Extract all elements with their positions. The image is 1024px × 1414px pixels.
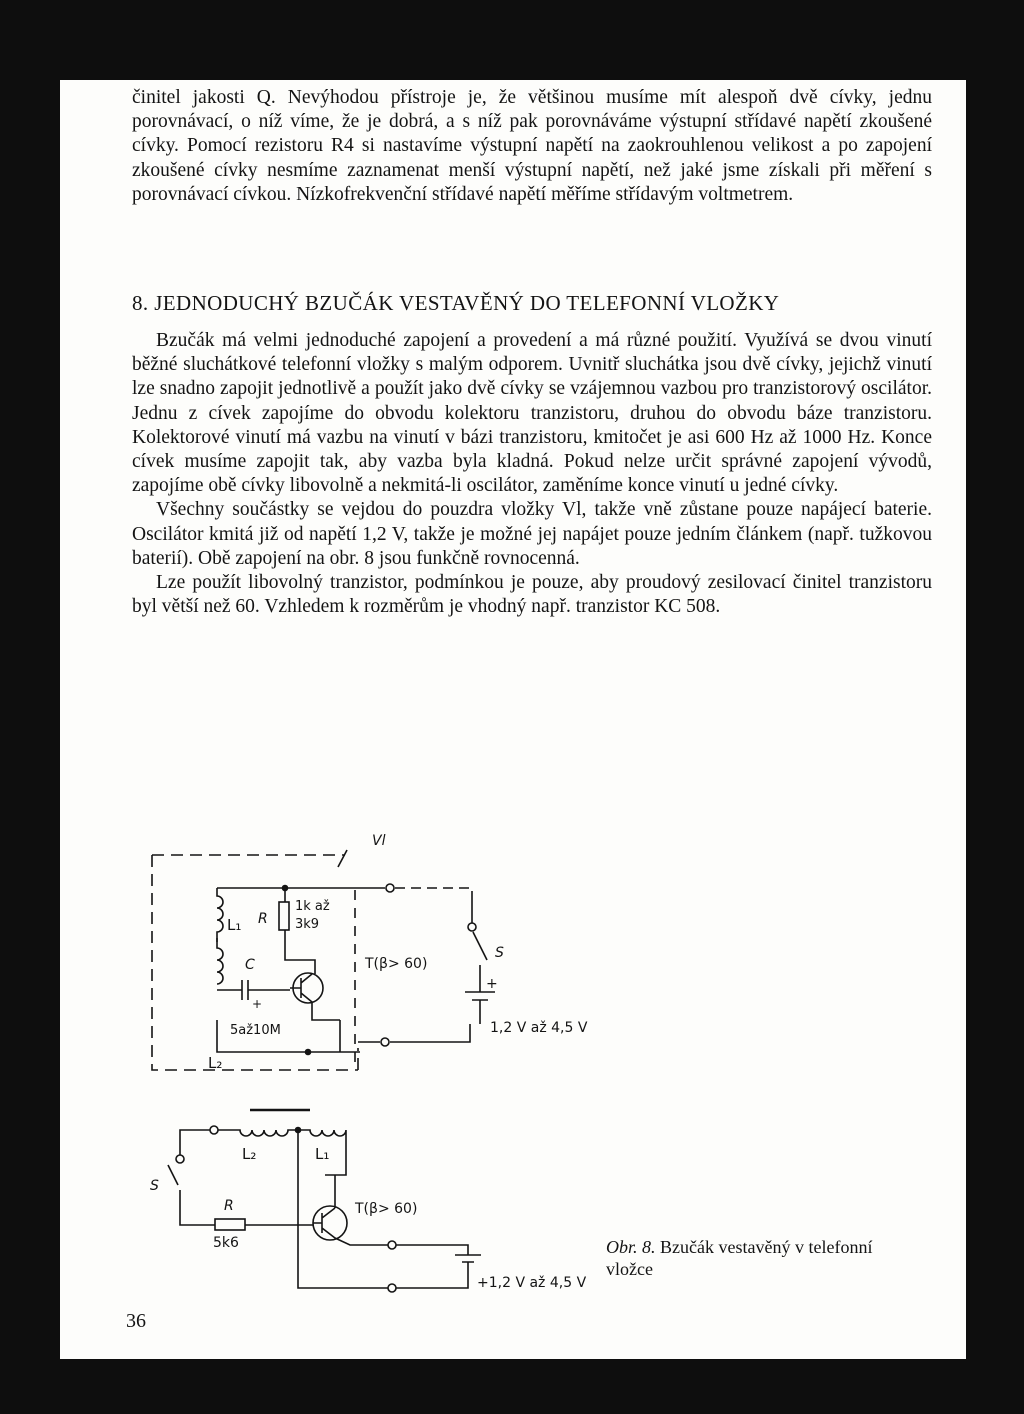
terminal	[381, 1038, 389, 1046]
terminal	[386, 884, 394, 892]
svg-text:+: +	[252, 997, 263, 1011]
label-l1: L₁	[227, 916, 242, 934]
switch-s	[168, 1165, 178, 1185]
resistor-r	[215, 1219, 245, 1230]
junction-dot	[306, 1050, 311, 1055]
intro-paragraph	[132, 86, 932, 207]
svg-text:+: +	[486, 976, 498, 992]
body-paragraph: Bzučák má velmi jednoduché zapojení a provedení a má různé použití. Využívá se dvou vinutí běžné sluchátkové telefonní vložky s malým odporem. Uvnitř sluchátka jsou dvě cívky, jejichž vinutí lze snadno zapojit jednotlivě a použít jako dvě cívky se vzájemnou vazbou pro tranzistorový oscilátor. Jednu z cívek zapojíme do obvodu kolektoru tranzistoru, druhou do obvodu báze tranzistoru. Kolektorové vinutí má vazbu na vinutí v bázi tranzistoru, kmitočet je asi 600 Hz až 1000 Hz. Konce cívek musíme zapojit tak, aby vazba byla kladná. Pokud nelze určit správné zapojení vývodů, zapojíme obě cívky libovolně a nekmitá-li oscilátor, zaměníme konce vinutí u jedné cívky.	[132, 330, 932, 497]
figure-caption	[606, 1236, 906, 1280]
switch-terminal	[468, 923, 476, 931]
label-l2: L₂	[242, 1145, 257, 1163]
scan-border-bottom	[0, 1359, 1024, 1414]
enclosure-arrow	[338, 850, 347, 867]
label-r: R	[224, 1198, 234, 1214]
scan-border-right	[966, 0, 1024, 1414]
label-r: R	[258, 911, 268, 927]
section-heading: 8. JEDNODUCHÝ BZUČÁK VESTAVĚNÝ DO TELEFONNÍ VLOŽKY	[132, 291, 780, 315]
label-voltage: +1,2 V až 4,5 V	[477, 1275, 587, 1291]
coil-l2	[218, 1130, 298, 1205]
page-number: 36	[126, 1310, 146, 1332]
terminal	[388, 1284, 396, 1292]
label-c-value: 5až10M	[230, 1023, 281, 1038]
label-voltage: 1,2 V až 4,5 V	[490, 1020, 588, 1036]
section-body	[132, 329, 932, 619]
circuit-diagram-bottom	[150, 1095, 630, 1315]
label-vl: Vl	[372, 833, 386, 849]
label-l1: L₁	[315, 1145, 330, 1163]
resistor-r	[279, 902, 289, 930]
label-r-value: 5k6	[213, 1235, 239, 1251]
terminal	[388, 1241, 396, 1249]
label-transistor: T(β> 60)	[365, 956, 428, 972]
figure-caption-label: Obr. 8.	[606, 1237, 656, 1257]
scan-border-left	[0, 0, 60, 1414]
scan-border-top	[0, 0, 1024, 80]
battery	[455, 1255, 481, 1262]
label-l2: L₂	[208, 1054, 223, 1072]
label-transistor: T(β> 60)	[355, 1201, 418, 1217]
switch-s	[473, 932, 487, 960]
label-switch: S	[150, 1178, 159, 1194]
label-c: C	[245, 957, 255, 973]
intro-paragraph-text: činitel jakosti Q. Nevýhodou přístroje je, že většinou musíme mít alespoň dvě cívky, jednu porovnávací, o níž víme, že je dobrá, a s níž pak porovnáváme výstupní střídavé napětí zkoušené cívky. Pomocí rezistoru R4 si nastavíme výstupní napětí na zaokrouhlenou velikost a po zapojení zkoušené cívky nesmíme zaznamenat menší výstupní napětí, než jaké jsme získali při měření s porovnávací cívkou. Nízkofrekvenční střídavé napětí měříme střídavým voltmetrem.	[132, 87, 932, 205]
label-r-value-2: 3k9	[295, 917, 320, 932]
coil-l1	[217, 888, 223, 942]
label-switch: S	[495, 945, 504, 961]
figure-caption-text: Bzučák vestavěný v telefonní vložce	[606, 1237, 873, 1279]
switch-terminal	[176, 1155, 184, 1163]
body-paragraph: Lze použít libovolný tranzistor, podmínkou je pouze, aby proudový zesilovací činitel tranzistoru byl větší než 60. Vzhledem k rozměrům je vhodný např. tranzistor KC 508.	[132, 572, 932, 618]
circuit-diagram-top	[140, 820, 640, 1090]
terminal	[210, 1126, 218, 1134]
label-r-value: 1k až	[295, 899, 330, 914]
body-paragraph: Všechny součástky se vejdou do pouzdra vložky Vl, takže vně zůstane pouze napájecí baterie. Oscilátor kmitá již od napětí 1,2 V, takže je možné jej napájet pouze jedním článkem (např. tužkovou baterií). Obě zapojení na obr. 8 jsou funkčně rovnocenná.	[132, 499, 932, 569]
